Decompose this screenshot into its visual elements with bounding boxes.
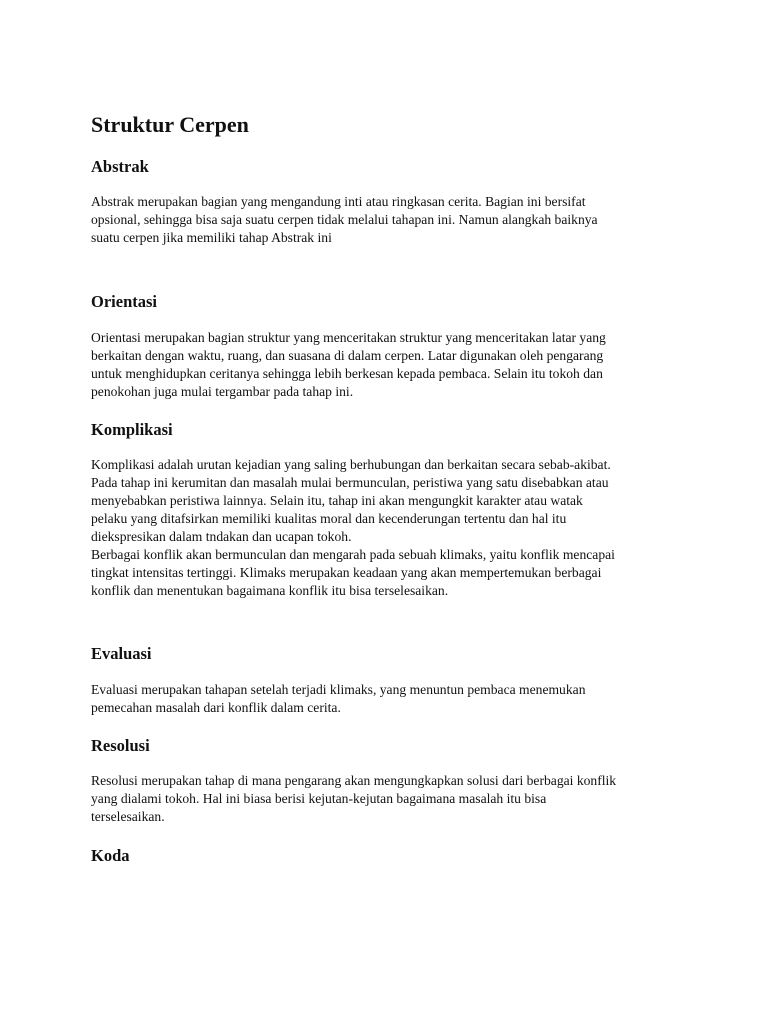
paragraph-line: Resolusi merupakan tahap di mana pengarang akan mengungkapkan solusi dari berbagai konflik — [91, 773, 617, 788]
page-title: Struktur Cerpen — [91, 112, 249, 137]
paragraph-line: pemecahan masalah dari konflik dalam cerita. — [91, 700, 341, 715]
paragraph-line: penokohan juga mulai tergambar pada tahap ini. — [91, 384, 354, 399]
paragraph-line: konflik dan menentukan bagaimana konflik itu bisa terselesaikan. — [91, 583, 449, 598]
section-heading-evaluasi: Evaluasi — [91, 644, 152, 663]
section-paragraph-orientasi — [91, 329, 606, 401]
paragraph-line: berkaitan dengan waktu, ruang, dan suasana di dalam cerpen. Latar digunakan oleh pengarang — [91, 348, 604, 363]
section-heading-resolusi: Resolusi — [91, 736, 150, 755]
paragraph-line: Komplikasi adalah urutan kejadian yang saling berhubungan dan berkaitan secara sebab-akibat. — [91, 457, 611, 472]
paragraph-line: suatu cerpen jika memiliki tahap Abstrak ini — [91, 230, 332, 245]
paragraph-line: untuk menghidupkan ceritanya sehingga lebih berkesan kepada pembaca. Selain itu tokoh dan — [91, 366, 603, 381]
paragraph-line: pelaku yang ditafsirkan memiliki kualitas moral dan kecenderungan tertentu dan hal itu — [91, 511, 567, 526]
section-heading-orientasi: Orientasi — [91, 292, 157, 311]
section-paragraph-abstrak — [91, 193, 598, 247]
paragraph-line: opsional, sehingga bisa saja suatu cerpen tidak melalui tahapan ini. Namun alangkah baiknya — [91, 212, 598, 227]
paragraph-line: yang dialami tokoh. Hal ini biasa berisi kejutan-kejutan bagaimana masalah itu bisa — [91, 791, 547, 806]
paragraph-line: Pada tahap ini kerumitan dan masalah mulai bermunculan, peristiwa yang satu disebabkan atau — [91, 475, 609, 490]
paragraph-line: diekspresikan dalam tndakan dan ucapan tokoh. — [91, 529, 352, 544]
paragraph-line: menyebabkan peristiwa lainnya. Selain itu, tahap ini akan mengungkit karakter atau watak — [91, 493, 583, 508]
section-paragraph-resolusi — [91, 772, 616, 826]
paragraph-line: terselesaikan. — [91, 809, 165, 824]
section-heading-komplikasi: Komplikasi — [91, 420, 173, 439]
section-paragraph-komplikasi — [91, 456, 615, 600]
section-heading-abstrak: Abstrak — [91, 157, 149, 176]
paragraph-line: Orientasi merupakan bagian struktur yang menceritakan struktur yang menceritakan latar yang — [91, 330, 606, 345]
section-paragraph-evaluasi — [91, 681, 586, 717]
paragraph-line: tingkat intensitas tertinggi. Klimaks merupakan keadaan yang akan mempertemukan berbagai — [91, 565, 602, 580]
section-heading-koda: Koda — [91, 846, 130, 865]
paragraph-line: Abstrak merupakan bagian yang mengandung inti atau ringkasan cerita. Bagian ini bersifat — [91, 194, 586, 209]
paragraph-line: Berbagai konflik akan bermunculan dan mengarah pada sebuah klimaks, yaitu konflik mencapai — [91, 547, 615, 562]
paragraph-line: Evaluasi merupakan tahapan setelah terjadi klimaks, yang menuntun pembaca menemukan — [91, 682, 586, 697]
